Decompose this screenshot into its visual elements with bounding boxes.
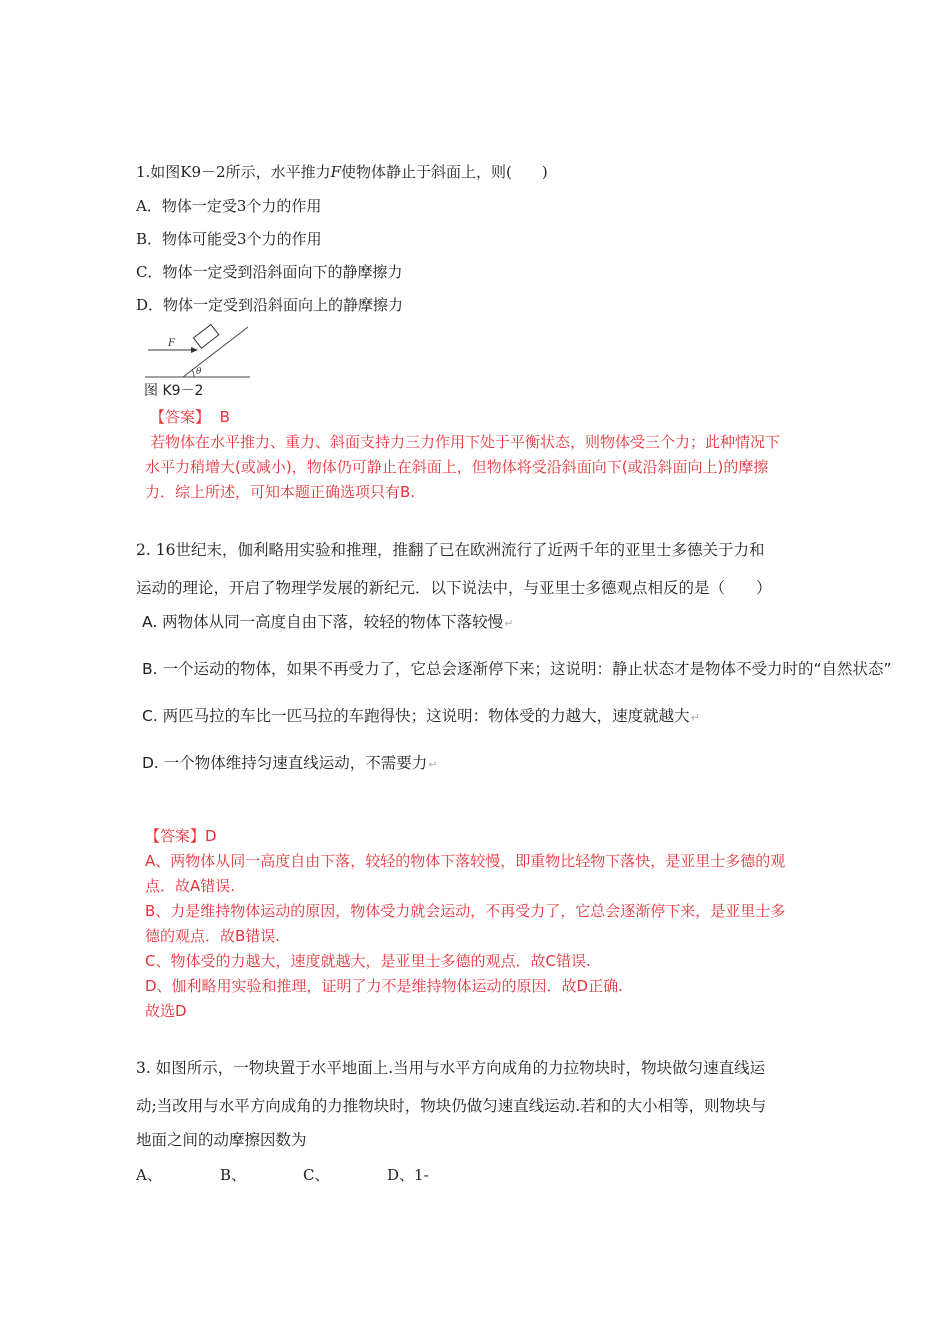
- q3-stem-line: 3. 如图所示，一物块置于水平地面上.当用与水平方向成角的力拉物块时，物块做匀速直线运: [136, 1059, 766, 1077]
- paragraph-mark-icon: ↵: [504, 617, 514, 630]
- q2-option-b: B. 一个运动的物体，如果不再受力了，它总会逐渐停下来；这说明：静止状态才是物体不受力时的“自然状态”: [142, 660, 892, 678]
- force-label: F: [168, 338, 175, 349]
- q2-option-d: [142, 753, 438, 775]
- incline-diagram: [140, 322, 255, 380]
- q2-answer-value: D: [205, 827, 217, 845]
- q2-answer-label: 【答案】: [145, 827, 206, 845]
- q2-option-a: [142, 612, 513, 634]
- q1-stem-variable: F: [330, 163, 342, 181]
- q3-option-c: C、: [303, 1166, 330, 1184]
- q2-explanation-line: 点．故A错误.: [145, 877, 236, 895]
- q1-stem: [136, 162, 548, 182]
- q1-explanation-line: 水平力稍增大(或减小)，物体仍可静止在斜面上，但物体将受沿斜面向下(或沿斜面向上)的摩擦: [145, 458, 769, 476]
- q1-answer-label: 【答案】: [150, 408, 211, 426]
- q1-stem-before: 1.如图K9－2所示，水平推力: [136, 163, 331, 181]
- q1-explanation-line: 若物体在水平推力、重力、斜面支持力三力作用下处于平衡状态，则物体受三个力；此种情况下: [150, 433, 781, 451]
- q2-explanation-line: D、伽利略用实验和推理，证明了力不是维持物体运动的原因．故D正确.: [145, 977, 623, 995]
- q2-option-a-text: A. 两物体从同一高度自由下落，较轻的物体下落较慢: [142, 613, 504, 631]
- q2-explanation-line: C、物体受的力越大，速度就越大，是亚里士多德的观点．故C错误.: [145, 952, 591, 970]
- q2-stem-line: 2. 16世纪末，伽利略用实验和推理，推翻了已在欧洲流行了近两千年的亚里士多德关于力和: [136, 541, 765, 559]
- q3-option-d: D、1-: [387, 1166, 429, 1184]
- q1-answer: [150, 407, 230, 427]
- q2-explanation-line: A、两物体从同一高度自由下落，较轻的物体下落较慢，即重物比轻物下落快，是亚里士多德的观: [145, 852, 786, 870]
- q2-stem-line: 运动的理论，开启了物理学发展的新纪元．以下说法中，与亚里士多德观点相反的是（ ）: [136, 579, 772, 597]
- q3-option-b: B、: [220, 1166, 247, 1184]
- q2-explanation-line: B、力是维持物体运动的原因，物体受力就会运动，不再受力了，它总会逐渐停下来，是亚里士多: [145, 902, 786, 920]
- paragraph-mark-icon: ↵: [428, 758, 438, 771]
- q2-answer: [145, 826, 217, 846]
- incline-figure: [140, 322, 255, 384]
- paragraph-mark-icon: ↵: [690, 711, 700, 724]
- angle-label: θ: [196, 367, 202, 377]
- q1-option-a: A．物体一定受3个力的作用: [136, 197, 322, 215]
- q1-answer-value: B: [219, 408, 230, 426]
- q1-option-b: B．物体可能受3个力的作用: [136, 230, 322, 248]
- figure-caption: 图 K9－2: [144, 383, 204, 399]
- q1-stem-after: 使物体静止于斜面上，则( ): [341, 163, 548, 181]
- q2-explanation-line: 故选D: [145, 1002, 187, 1020]
- q3-stem-line: 动;当改用与水平方向成角的力推物块时，物块仍做匀速直线运动.若和的大小相等，则物块与: [136, 1097, 767, 1115]
- q2-option-c-text: C. 两匹马拉的车比一匹马拉的车跑得快；这说明：物体受的力越大，速度就越大: [142, 707, 690, 725]
- q3-stem-line: 地面之间的动摩擦因数为: [136, 1131, 307, 1149]
- q2-explanation-line: 德的观点．故B错误.: [145, 927, 281, 945]
- q2-option-c: [142, 706, 700, 728]
- q2-option-d-text: D. 一个物体维持匀速直线运动，不需要力: [142, 754, 428, 772]
- q1-explanation-line: 力．综上所述，可知本题正确选项只有B.: [145, 483, 416, 501]
- q1-option-c: C．物体一定受到沿斜面向下的静摩擦力: [136, 263, 403, 281]
- q1-option-d: D．物体一定受到沿斜面向上的静摩擦力: [136, 296, 404, 314]
- q3-option-a: A、: [136, 1166, 162, 1184]
